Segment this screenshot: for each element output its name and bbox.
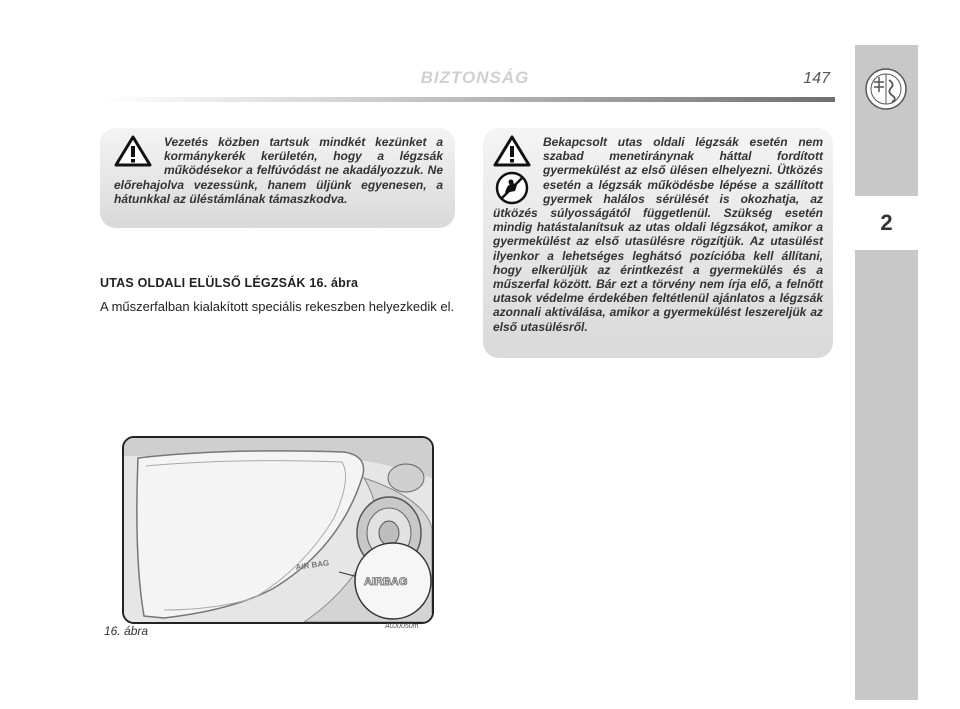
figure-label-small: AIR BAG	[295, 558, 330, 572]
warning-text: Vezetés közben tartsuk mindkét kezünket a kormánykerék kerületén, hogy a légzsák működésekor a felfúvódást ne akadályozzuk. Ne előrehajolva vezessünk, hanem üljünk egyenesen, a hátunkkal az üléstámlának támaszkodva.	[114, 135, 443, 206]
figure-caption: 16. ábra	[104, 624, 149, 638]
figure-label-large: AIRBAG	[364, 576, 408, 588]
warning-box-child-seat	[483, 128, 833, 358]
section-body-text: A műszerfalban kialakított speciális rekeszben helyezkedik el.	[100, 299, 455, 314]
brand-logo-icon	[865, 68, 907, 110]
chapter-side-tab	[855, 45, 918, 700]
warning-icon-column	[114, 135, 158, 167]
page-section-title: BIZTONSÁG	[420, 68, 530, 87]
page-number: 147	[803, 70, 830, 87]
figure-airbag-dashboard	[122, 436, 434, 624]
figure-illustration	[124, 438, 432, 622]
warning-triangle-icon	[493, 135, 537, 167]
chapter-number: 2	[855, 196, 918, 250]
warning-text: Bekapcsolt utas oldali légzsák esetén nem szabad menetiránynak háttal fordított gyermekülést az első ülésen elhelyezni. Ütközés esetén a légzsák működésbe lépése a szállított gyermek halálos sérülését is okozhatja, az ütközés súlyosságától függetlenül. Szükség esetén mindig hatástalanítsuk az utas oldali légzsákot, amikor a gyermekülést az első utasülésre rögzítjük. Az utasülést ilyenkor a lehetséges leghátsó pozícióba kell állítani, hogy elkerüljük az érintkezést a gyermekülés és a műszerfal között. Bár ezt a törvény nem írja elő, a felnőtt utasok védelme érdekében feltétlenül ajánlatos a légzsák azonnali aktiválása, amikor a gyermekülést leszereljük az első utasülésről.	[493, 135, 823, 334]
header-divider	[100, 97, 835, 102]
warning-triangle-icon	[114, 135, 158, 167]
warning-icon-column	[493, 135, 537, 205]
warning-box-hands	[100, 128, 455, 228]
figure-code: A0J0050m	[385, 623, 419, 630]
section-heading: UTAS OLDALI ELÜLSŐ LÉGZSÁK 16. ábra	[100, 276, 359, 290]
no-rear-facing-child-seat-icon	[493, 171, 537, 205]
